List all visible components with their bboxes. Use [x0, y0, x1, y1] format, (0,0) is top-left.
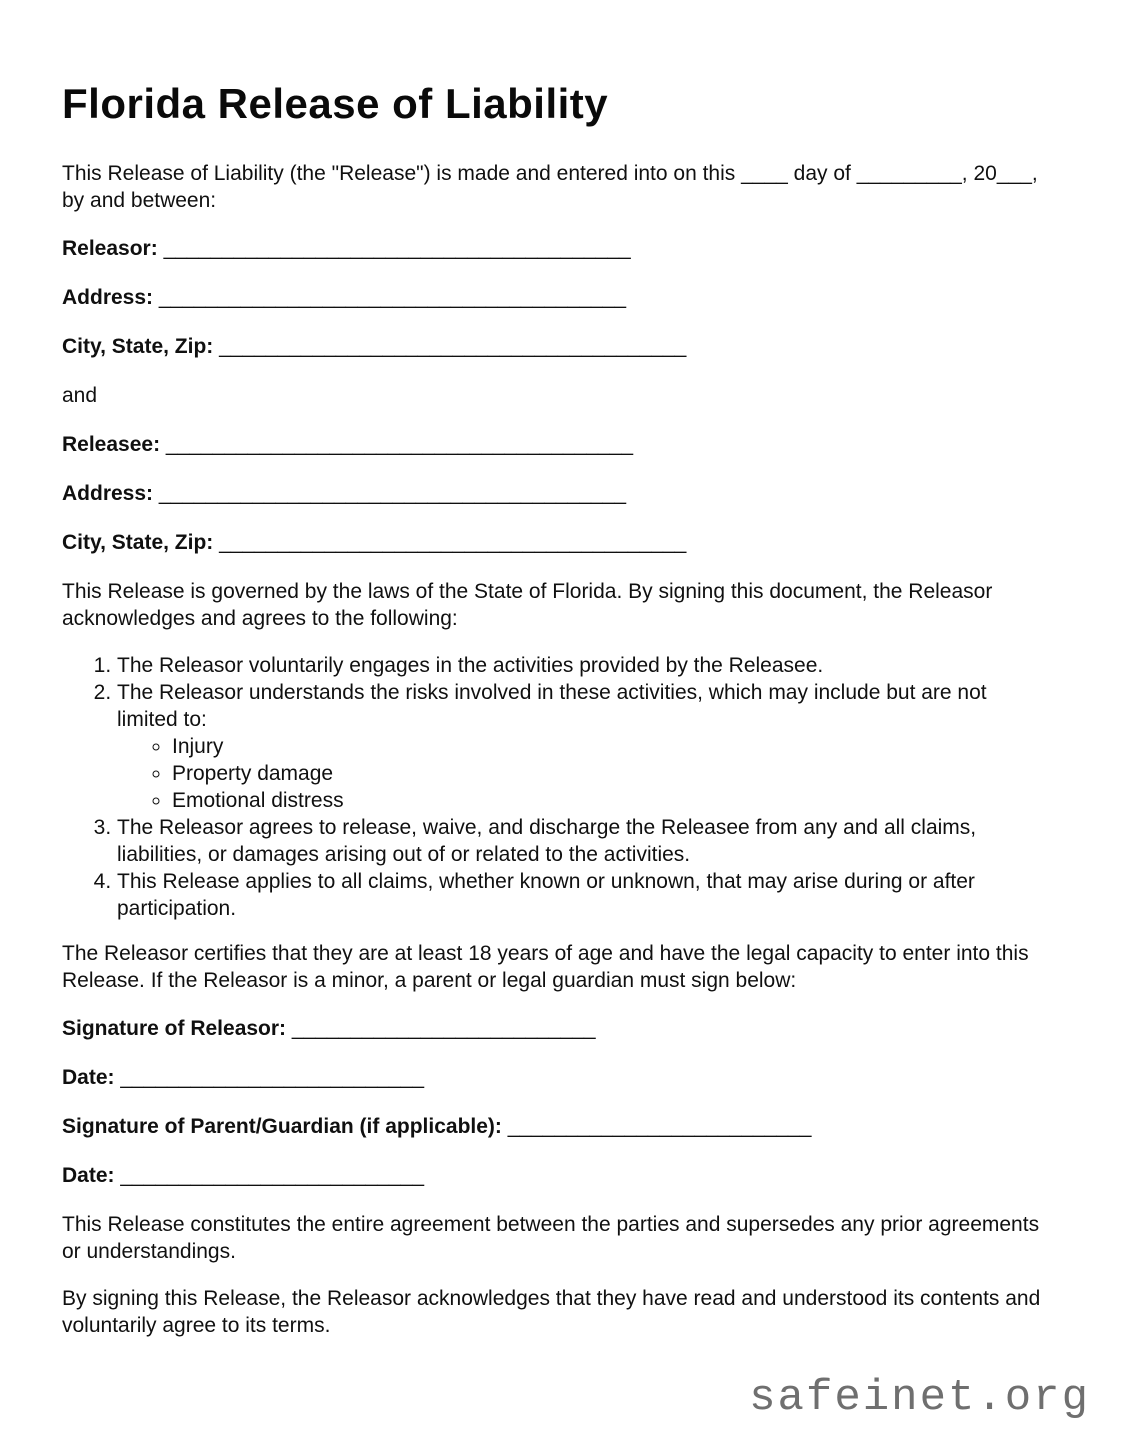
term-item-3-text: The Releasor agrees to release, waive, and discharge the Releasee from any and all claims, liabilities, or damages arising out of or related to the activities.: [117, 816, 977, 866]
releasee-label: Releasee:: [62, 433, 161, 456]
releasor-city-state-zip-field: [62, 333, 1060, 360]
releasor-address-field: [62, 284, 1060, 311]
releasee-city-state-zip-field: [62, 529, 1060, 556]
signature-releasor-field: [62, 1015, 1060, 1042]
risk-sublist: [117, 733, 1052, 814]
acknowledgment-paragraph: By signing this Release, the Releasor acknowledges that they have read and understood its contents and voluntarily agree to its terms.: [62, 1287, 1041, 1337]
term-item-2-text: The Releasor understands the risks involved in these activities, which may include but are not limited to:: [117, 681, 987, 731]
parent-guardian-date-blank-line: __________________________: [120, 1164, 425, 1187]
signature-parent-guardian-label: Signature of Parent/Guardian (if applicable):: [62, 1115, 502, 1138]
term-item-3: [117, 814, 1052, 868]
releasee-field: [62, 431, 1060, 458]
releasor-city-state-zip-blank-line: ________________________________________: [219, 335, 687, 358]
releasor-date-blank-line: __________________________: [120, 1066, 425, 1089]
term-item-2: [117, 679, 1052, 814]
releasor-address-label: Address:: [62, 286, 154, 309]
releasee-city-state-zip-blank-line: ________________________________________: [219, 531, 687, 554]
signature-releasor-blank-line: __________________________: [291, 1017, 596, 1040]
parent-guardian-date-field: [62, 1162, 1060, 1189]
releasor-date-label: Date:: [62, 1066, 115, 1089]
risk-item-injury: ◦ Injury: [172, 733, 1052, 760]
terms-list: [62, 652, 1060, 922]
releasee-address-field: [62, 480, 1060, 507]
releasor-field: [62, 235, 1060, 262]
releasee-address-label: Address:: [62, 482, 154, 505]
watermark: safeinet.org: [749, 1373, 1090, 1423]
governing-law-paragraph: This Release is governed by the laws of the State of Florida. By signing this document, the Releasor acknowledges and agrees to the following:: [62, 580, 993, 630]
term-item-4-text: This Release applies to all claims, whether known or unknown, that may arise during or after participation.: [117, 870, 975, 920]
term-item-1: [117, 652, 1052, 679]
certification-paragraph: The Releasor certifies that they are at least 18 years of age and have the legal capacity to enter into this Release. If the Releasor is a minor, a parent or legal guardian must sign below:: [62, 942, 1029, 992]
releasee-address-blank-line: ________________________________________: [158, 482, 627, 505]
risk-item-property-damage: ◦ Property damage: [172, 760, 1052, 787]
entire-agreement-paragraph: This Release constitutes the entire agreement between the parties and supersedes any prior agreements or understandings.: [62, 1213, 1040, 1263]
releasee-blank-line: ________________________________________: [165, 433, 634, 456]
releasor-label: Releasor:: [62, 237, 158, 260]
signature-releasor-label: Signature of Releasor:: [62, 1017, 287, 1040]
releasor-date-field: [62, 1064, 1060, 1091]
releasor-city-state-zip-label: City, State, Zip:: [62, 335, 214, 358]
and-connector: and: [62, 384, 98, 407]
risk-item-emotional-distress: ◦ Emotional distress: [172, 787, 1052, 814]
page-title: Florida Release of Liability: [62, 80, 609, 127]
parent-guardian-date-label: Date:: [62, 1164, 115, 1187]
term-item-1-text: The Releasor voluntarily engages in the activities provided by the Releasee.: [117, 654, 824, 677]
signature-parent-guardian-blank-line: __________________________: [507, 1115, 812, 1138]
releasee-city-state-zip-label: City, State, Zip:: [62, 531, 214, 554]
signature-parent-guardian-field: [62, 1113, 1060, 1140]
intro-paragraph: This Release of Liability (the "Release") is made and entered into on this ____ day of _________, 20___, by and between:: [62, 162, 1038, 212]
releasor-blank-line: ________________________________________: [163, 237, 631, 260]
releasor-address-blank-line: ________________________________________: [158, 286, 627, 309]
term-item-4: [117, 868, 1052, 922]
